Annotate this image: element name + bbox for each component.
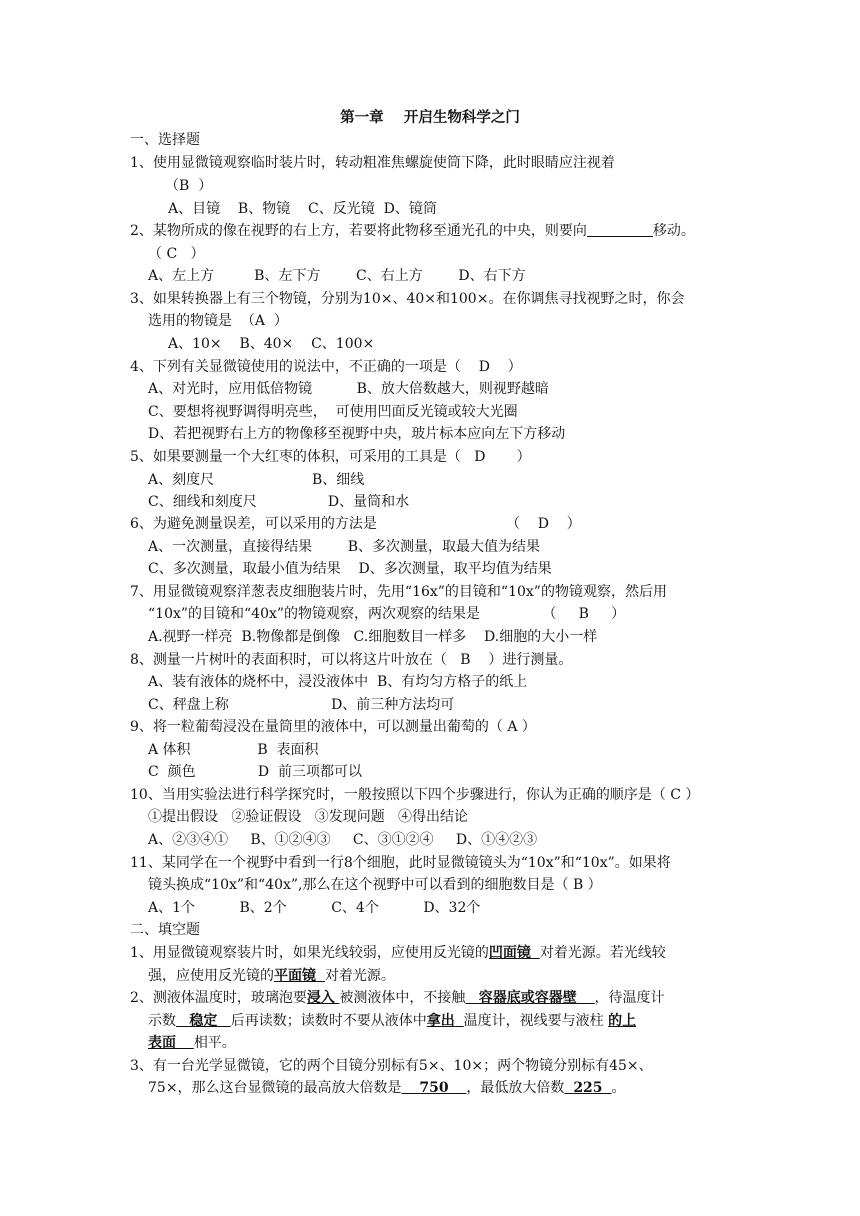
question-6-option-line: A、一次测量，直接得结果 B、多次测量，取最大值为结果 bbox=[148, 539, 540, 555]
question-9-stem: 9、将一粒葡萄浸没在量筒里的液体中，可以测量出葡萄的（ A ） bbox=[130, 719, 536, 735]
answer-filled: 750 bbox=[419, 1080, 449, 1096]
fill-2-line: 2、测液体温度时，玻璃泡要浸入 被测液体中，不接触 容器底或容器壁 ，待温度计 bbox=[130, 990, 665, 1006]
question-7-options: A.视野一样亮 B.物像都是倒像 C.细胞数目一样多 D.细胞的大小一样 bbox=[148, 629, 598, 645]
answer-filled: 表面 bbox=[148, 1035, 176, 1051]
chapter-title: 第一章 开启生物科学之门 bbox=[340, 109, 520, 126]
question-2-stem: 2、某物所成的像在视野的右上方，若要将此物移至通光孔的中央，则要向 移动。 bbox=[130, 223, 695, 239]
question-5-stem: 5、如果要测量一个大红枣的体积，可采用的工具是（ D ） bbox=[130, 449, 531, 465]
fill-1-line-cont: 强，应使用反光镜的平面镜 对着光源。 bbox=[148, 968, 395, 984]
answer-filled: 平面镜 bbox=[274, 968, 316, 984]
question-1-stem: 1、使用显微镜观察临时装片时，转动粗准焦螺旋使筒下降，此时眼睛应注视着 bbox=[130, 155, 615, 171]
section-heading: 一、选择题 bbox=[130, 132, 200, 148]
question-10-stem: 10、当用实验法进行科学探究时，一般按照以下四个步骤进行，你认为正确的顺序是（ C ） bbox=[130, 787, 700, 803]
question-7-stem-cont: “10x”的目镜和“40x”的物镜观察，两次观察的结果是 （ B ） bbox=[148, 606, 626, 622]
question-1-answer: （B ） bbox=[165, 178, 213, 194]
question-3-answer: 选用的物镜是 （A ） bbox=[148, 313, 288, 329]
question-6-option-line: C、多次测量，取最小值为结果 D、多次测量，取平均值为结果 bbox=[148, 561, 552, 577]
fill-2-line-cont: 示数 稳定 后再读数；读数时不要从液体中拿出 温度计，视线要与液柱 的上 bbox=[148, 1013, 637, 1029]
question-11-stem-cont: 镜头换成“10x”和“40x”,那么在这个视野中可以看到的细胞数目是（ B ） bbox=[148, 877, 602, 893]
fill-3-line: 3、有一台光学显微镜，它的两个目镜分别标有5×、10×；两个物镜分别标有45×、 bbox=[130, 1058, 653, 1074]
fill-2-line-end: 表面 相平。 bbox=[148, 1035, 236, 1051]
question-5-option-line: C、细线和刻度尺 D、量筒和水 bbox=[148, 494, 410, 510]
answer-filled: 225 bbox=[573, 1080, 603, 1096]
question-5-option-line: A、刻度尺 B、细线 bbox=[148, 472, 365, 488]
answer-filled: 的上 bbox=[608, 1013, 637, 1029]
question-4-stem: 4、下列有关显微镜使用的说法中，不正确的一项是（ D ） bbox=[130, 359, 522, 375]
question-3-options: A、10× B、40× C、100× bbox=[168, 336, 375, 352]
question-2-answer: （ C ） bbox=[148, 246, 205, 262]
question-8-option-line: A、装有液体的烧杯中，浸没液体中 B、有均匀方格子的纸上 bbox=[148, 674, 528, 690]
question-1-options: A、目镜 B、物镜 C、反光镜 D、镜筒 bbox=[168, 201, 437, 217]
question-2-options: A、左上方 B、左下方 C、右上方 D、右下方 bbox=[148, 268, 526, 284]
question-7-stem: 7、用显微镜观察洋葱表皮细胞装片时，先用“16x”的目镜和“10x”的物镜观察，然后用 bbox=[130, 584, 667, 600]
question-4-option-line: D、若把视野右上方的物像移至视野中央，玻片标本应向左下方移动 bbox=[148, 426, 566, 442]
question-8-stem: 8、测量一片树叶的表面积时，可以将这片叶放在（ B ）进行测量。 bbox=[130, 652, 573, 668]
answer-filled: 拿出 bbox=[426, 1013, 455, 1029]
answer-blank bbox=[587, 222, 653, 237]
answer-filled: 容器底或容器壁 bbox=[478, 990, 577, 1006]
question-6-stem: 6、为避免测量误差，可以采用的方法是 （ D ） bbox=[130, 516, 581, 532]
answer-filled: 稳定 bbox=[189, 1013, 218, 1029]
answer-filled: 凹面镜 bbox=[488, 945, 531, 961]
question-4-option-line: A、对光时，应用低倍物镜 B、放大倍数越大，则视野越暗 bbox=[148, 381, 549, 397]
section-heading: 二、填空题 bbox=[130, 922, 200, 938]
question-11-options: A、1个 B、2个 C、4个 D、32个 bbox=[148, 900, 481, 916]
question-9-option-line: C 颜色 D 前三项都可以 bbox=[148, 764, 363, 780]
fill-1-line: 1、用显微镜观察装片时，如果光线较弱，应使用反光镜的凹面镜 对着光源。若光线较 bbox=[130, 945, 666, 961]
question-4-option-line: C、要想将视野调得明亮些， 可使用凹面反光镜或较大光圈 bbox=[148, 404, 518, 420]
question-11-stem: 11、某同学在一个视野中看到一行8个细胞，此时显微镜镜头为“10x”和“10x”。如果将 bbox=[130, 855, 671, 871]
answer-filled: 浸入 bbox=[306, 990, 335, 1006]
question-9-option-line: A 体积 B 表面积 bbox=[148, 742, 319, 758]
question-10-options: A、②③④① B、①②④③ C、③①②④ D、①④②③ bbox=[148, 832, 538, 848]
question-3-stem: 3、如果转换器上有三个物镜，分别为10×、40×和100×。在你调焦寻找视野之时，你会 bbox=[130, 291, 685, 307]
fill-3-line-cont: 75×，那么这台显微镜的最高放大倍数是 750 ，最低放大倍数 225 。 bbox=[148, 1080, 626, 1096]
question-10-steps: ①提出假设 ②验证假设 ③发现问题 ④得出结论 bbox=[148, 809, 469, 825]
question-8-option-line: C、秤盘上称 D、前三种方法均可 bbox=[148, 697, 455, 713]
